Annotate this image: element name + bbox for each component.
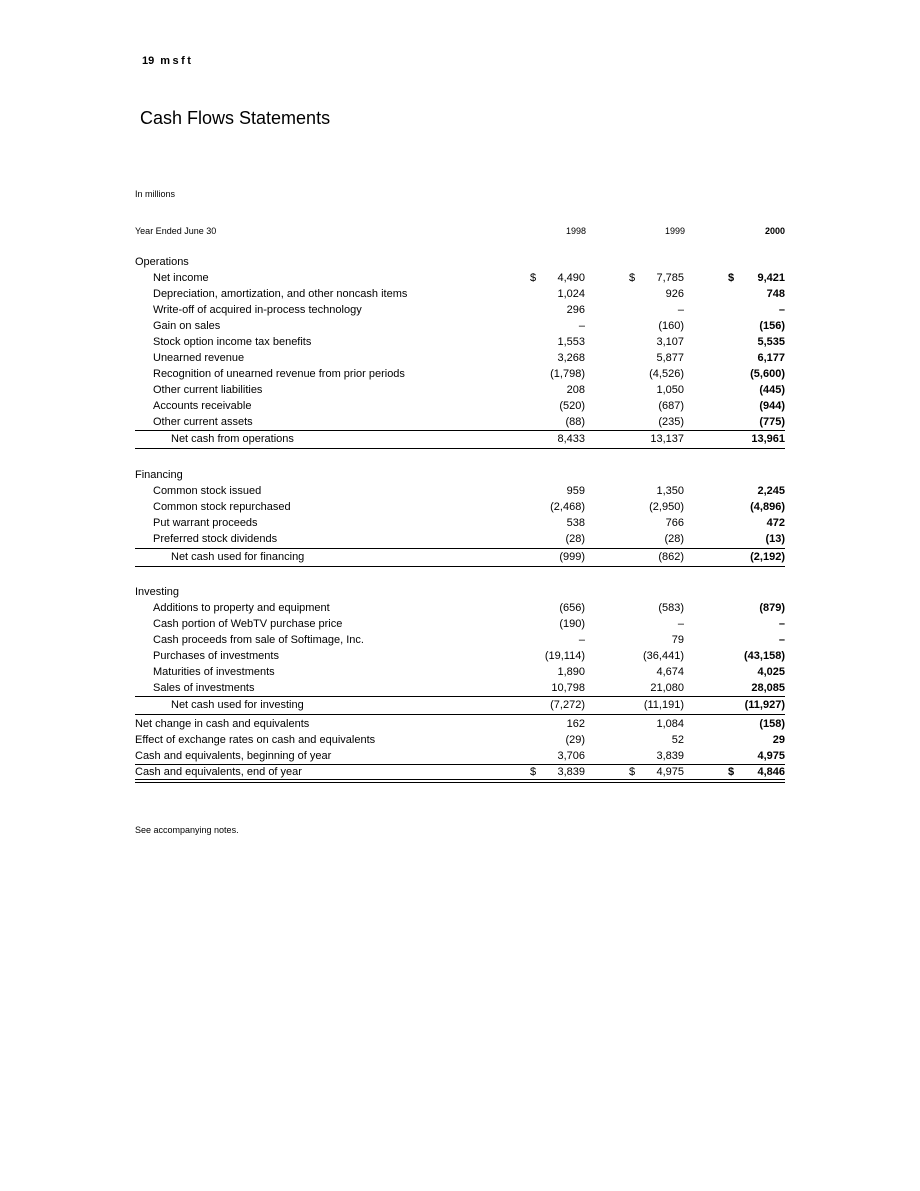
value-1998: $ 3,839 bbox=[530, 766, 585, 778]
value-1999: 3,839 bbox=[656, 750, 684, 762]
table-row bbox=[135, 733, 785, 749]
value-1998: (1,798) bbox=[550, 368, 585, 380]
table-row bbox=[135, 601, 785, 617]
year-1999-header: 1999 bbox=[664, 226, 685, 236]
value-1999: 52 bbox=[671, 734, 684, 746]
year-1998-header: 1998 bbox=[565, 226, 586, 236]
footnote: See accompanying notes. bbox=[135, 825, 239, 835]
value-2000: – bbox=[778, 304, 785, 316]
value-1999: (36,441) bbox=[643, 650, 684, 662]
value-1998: (999) bbox=[559, 551, 585, 563]
operations-section bbox=[135, 255, 785, 445]
value-1998: (29) bbox=[565, 734, 585, 746]
value-1998: 1,890 bbox=[557, 666, 585, 678]
section-heading-row bbox=[135, 255, 785, 271]
table-row bbox=[135, 319, 785, 335]
value-1999: 4,674 bbox=[656, 666, 684, 678]
row-label: Gain on sales bbox=[153, 320, 221, 332]
value-1998: (7,272) bbox=[550, 699, 585, 711]
value-1999: 21,080 bbox=[650, 682, 684, 694]
value-1998: 1,024 bbox=[557, 288, 585, 300]
value-1998: – bbox=[578, 634, 585, 646]
table-row bbox=[135, 415, 785, 431]
value-1998: 10,798 bbox=[551, 682, 585, 694]
value-1998: (19,114) bbox=[544, 650, 585, 662]
value-1999: – bbox=[677, 304, 684, 316]
table-row bbox=[135, 516, 785, 532]
financing-section bbox=[135, 468, 785, 563]
row-label: Preferred stock dividends bbox=[153, 533, 278, 545]
value-1999: (583) bbox=[658, 602, 684, 614]
value-1999: $ 7,785 bbox=[629, 272, 684, 284]
value-1999: 1,050 bbox=[656, 384, 684, 396]
value-2000: (879) bbox=[759, 602, 785, 614]
page-header bbox=[142, 55, 193, 67]
value-1998: – bbox=[578, 320, 585, 332]
row-label: Stock option income tax benefits bbox=[153, 336, 312, 348]
value-2000: 28,085 bbox=[751, 682, 785, 694]
financing-heading: Financing bbox=[135, 469, 183, 481]
value-2000: (158) bbox=[759, 718, 785, 730]
units-note: In millions bbox=[135, 189, 176, 199]
value-1998: (520) bbox=[559, 400, 585, 412]
value-2000: (2,192) bbox=[750, 551, 785, 563]
table-row bbox=[135, 617, 785, 633]
subtotal-row bbox=[135, 548, 785, 567]
value-2000: $ 9,421 bbox=[728, 272, 785, 284]
value-1998: (88) bbox=[565, 416, 585, 428]
row-label: Cash and equivalents, beginning of year bbox=[135, 750, 332, 762]
subtotal-row bbox=[135, 696, 785, 715]
section-heading-row bbox=[135, 468, 785, 484]
row-label: Cash and equivalents, end of year bbox=[135, 766, 302, 778]
subtotal-label: Net cash used for financing bbox=[171, 551, 305, 563]
investing-heading: Investing bbox=[135, 586, 180, 598]
value-2000: 4,025 bbox=[757, 666, 785, 678]
row-label: Net change in cash and equivalents bbox=[135, 718, 310, 730]
row-label: Other current liabilities bbox=[153, 384, 263, 396]
year-2000-header: 2000 bbox=[764, 226, 785, 236]
value-1999: 766 bbox=[665, 517, 684, 529]
table-row bbox=[135, 383, 785, 399]
value-1999: (160) bbox=[658, 320, 684, 332]
value-1999: 79 bbox=[671, 634, 684, 646]
value-1999: (28) bbox=[664, 533, 684, 545]
table-row bbox=[135, 681, 785, 697]
value-2000: (43,158) bbox=[744, 650, 785, 662]
table-row bbox=[135, 532, 785, 548]
operations-heading: Operations bbox=[135, 256, 189, 268]
row-label: Accounts receivable bbox=[153, 400, 252, 412]
value-1999: $ 4,975 bbox=[629, 766, 684, 778]
row-label: Common stock repurchased bbox=[153, 501, 291, 513]
value-1999: 5,877 bbox=[656, 352, 684, 364]
value-2000: (13) bbox=[765, 533, 785, 545]
value-2000: (156) bbox=[759, 320, 785, 332]
row-label: Additions to property and equipment bbox=[153, 602, 330, 614]
value-1998: 1,553 bbox=[557, 336, 585, 348]
table-row bbox=[135, 287, 785, 303]
value-2000: (775) bbox=[759, 416, 785, 428]
table-row bbox=[135, 351, 785, 367]
row-label: Sales of investments bbox=[153, 682, 255, 694]
value-1999: (862) bbox=[658, 551, 684, 563]
value-1998: 538 bbox=[566, 517, 585, 529]
row-label: Depreciation, amortization, and other noncash items bbox=[153, 288, 408, 300]
value-2000: 4,975 bbox=[757, 750, 785, 762]
investing-section bbox=[135, 585, 785, 711]
table-row bbox=[135, 367, 785, 383]
value-2000: (5,600) bbox=[750, 368, 785, 380]
row-label: Common stock issued bbox=[153, 485, 262, 497]
page-title: Cash Flows Statements bbox=[140, 108, 331, 128]
section-heading-row bbox=[135, 585, 785, 601]
table-row bbox=[135, 399, 785, 415]
table-row bbox=[135, 271, 785, 287]
row-label: Purchases of investments bbox=[153, 650, 279, 662]
table-row bbox=[135, 303, 785, 319]
value-1999: (235) bbox=[658, 416, 684, 428]
value-2000: 2,245 bbox=[757, 485, 785, 497]
subtotal-label: Net cash used for investing bbox=[171, 699, 304, 711]
value-2000: (944) bbox=[759, 400, 785, 412]
value-1998: 162 bbox=[566, 718, 585, 730]
row-label: Effect of exchange rates on cash and equivalents bbox=[135, 734, 376, 746]
row-label: Cash proceeds from sale of Softimage, Inc. bbox=[153, 634, 364, 646]
value-2000: (445) bbox=[759, 384, 785, 396]
value-2000: 13,961 bbox=[751, 433, 785, 445]
table-row bbox=[135, 335, 785, 351]
row-label: Cash portion of WebTV purchase price bbox=[153, 618, 343, 630]
subtotal-row bbox=[135, 430, 785, 449]
table-row bbox=[135, 649, 785, 665]
table-row bbox=[135, 665, 785, 681]
value-1999: 3,107 bbox=[656, 336, 684, 348]
row-label: Recognition of unearned revenue from prior periods bbox=[153, 368, 405, 380]
table-row bbox=[135, 500, 785, 516]
value-1998: 3,268 bbox=[557, 352, 585, 364]
value-1998: (28) bbox=[565, 533, 585, 545]
value-1998: 208 bbox=[566, 384, 585, 396]
value-1999: 926 bbox=[665, 288, 684, 300]
value-1999: – bbox=[677, 618, 684, 630]
table-row bbox=[135, 633, 785, 649]
brand-name: msft bbox=[160, 55, 194, 67]
value-1998: 296 bbox=[566, 304, 585, 316]
table-row bbox=[135, 484, 785, 500]
value-1999: (2,950) bbox=[649, 501, 684, 513]
value-1999: (11,191) bbox=[643, 699, 684, 711]
value-2000: – bbox=[778, 634, 785, 646]
value-1999: 1,350 bbox=[656, 485, 684, 497]
value-1998: 3,706 bbox=[557, 750, 585, 762]
value-1999: 13,137 bbox=[650, 433, 684, 445]
value-1998: $ 4,490 bbox=[530, 272, 585, 284]
table-row bbox=[135, 717, 785, 733]
value-1999: 1,084 bbox=[656, 718, 684, 730]
row-label: Write-off of acquired in-process technology bbox=[153, 304, 362, 316]
table-row bbox=[135, 749, 785, 765]
value-1998: (190) bbox=[559, 618, 585, 630]
value-2000: 748 bbox=[766, 288, 785, 300]
value-1998: (2,468) bbox=[550, 501, 585, 513]
column-header-label: Year Ended June 30 bbox=[135, 226, 217, 236]
row-label: Other current assets bbox=[153, 416, 253, 428]
row-label: Net income bbox=[153, 272, 209, 284]
value-1998: (656) bbox=[559, 602, 585, 614]
row-label: Put warrant proceeds bbox=[153, 517, 258, 529]
value-2000: $ 4,846 bbox=[728, 766, 785, 778]
subtotal-label: Net cash from operations bbox=[171, 433, 294, 445]
value-2000: – bbox=[778, 618, 785, 630]
page-number: 19 bbox=[142, 55, 155, 67]
summary-section bbox=[135, 717, 785, 782]
column-header-row bbox=[135, 226, 785, 240]
value-2000: 472 bbox=[766, 517, 785, 529]
total-row bbox=[135, 765, 785, 782]
value-1999: (4,526) bbox=[649, 368, 684, 380]
value-2000: 5,535 bbox=[757, 336, 785, 348]
value-1998: 959 bbox=[566, 485, 585, 497]
row-label: Unearned revenue bbox=[153, 352, 245, 364]
value-2000: (4,896) bbox=[750, 501, 785, 513]
row-label: Maturities of investments bbox=[153, 666, 275, 678]
value-2000: (11,927) bbox=[744, 699, 785, 711]
value-1998: 8,433 bbox=[557, 433, 585, 445]
value-1999: (687) bbox=[658, 400, 684, 412]
value-2000: 6,177 bbox=[757, 352, 785, 364]
value-2000: 29 bbox=[772, 734, 785, 746]
